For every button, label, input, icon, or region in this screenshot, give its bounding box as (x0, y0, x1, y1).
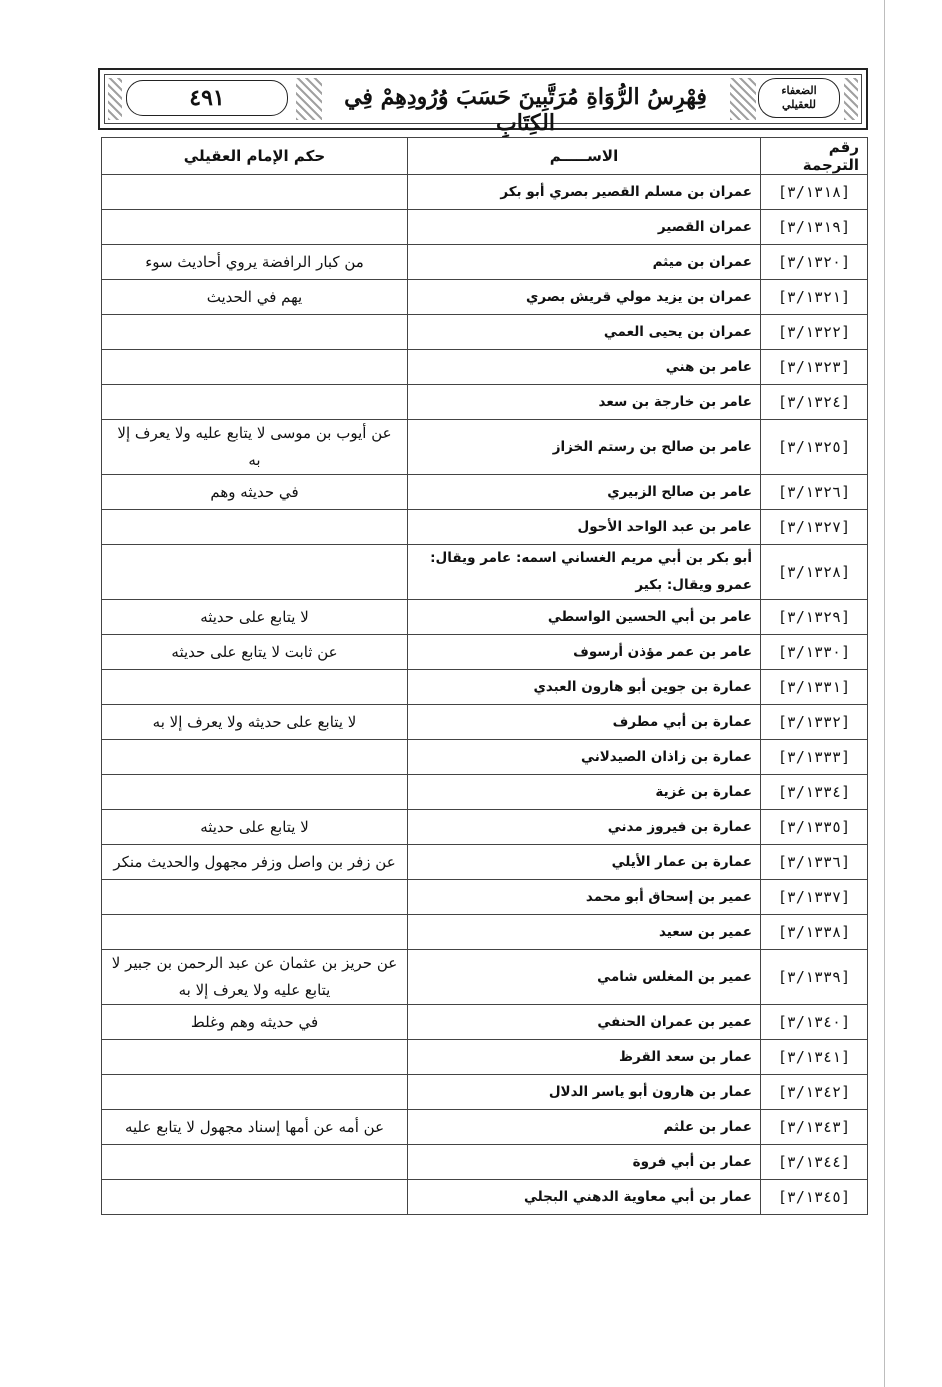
table-row (102, 1075, 868, 1110)
entry-number: [٣/١٣٢٨] (761, 545, 868, 600)
narrators-table (101, 137, 868, 1215)
ruling-text: في حديثه وهم وغلط (102, 1005, 408, 1040)
table-row (102, 810, 868, 845)
ruling-text (102, 175, 408, 210)
table-row (102, 245, 868, 280)
table-row (102, 740, 868, 775)
narrators-table-container (101, 137, 867, 1215)
header-name: الاســـــم (408, 138, 761, 175)
narrator-name: عامر بن هني (408, 350, 761, 385)
narrator-name: عمير بن عمران الحنفي (408, 1005, 761, 1040)
ruling-text: في حديثه وهم (102, 475, 408, 510)
entry-number: [٣/١٣٣٠] (761, 635, 868, 670)
entry-number: [٣/١٣٢٤] (761, 385, 868, 420)
table-row (102, 210, 868, 245)
ruling-text (102, 315, 408, 350)
table-row (102, 915, 868, 950)
header-ruling: حكم الإمام العقيلي (102, 138, 408, 175)
entry-number: [٣/١٣٤٠] (761, 1005, 868, 1040)
narrator-name: عمار بن هارون أبو ياسر الدلال (408, 1075, 761, 1110)
ruling-text (102, 545, 408, 600)
entry-number: [٣/١٣٣٩] (761, 950, 868, 1005)
page-title: فِهْرِسُ الرُّوَاةِ مُرَتَّبِينَ حَسَبَ وُرُودِهِمْ فِي الكِتَابِ (344, 84, 707, 136)
ruling-text (102, 740, 408, 775)
ruling-text: يهم في الحديث (102, 280, 408, 315)
ruling-text: من كبار الرافضة يروي أحاديث سوء (102, 245, 408, 280)
entry-number: [٣/١٣٣١] (761, 670, 868, 705)
table-row (102, 350, 868, 385)
ruling-text (102, 775, 408, 810)
table-row (102, 175, 868, 210)
narrator-name: عمير بن إسحاق أبو محمد (408, 880, 761, 915)
table-row (102, 775, 868, 810)
narrator-name: أبو بكر بن أبي مريم الغساني اسمه: عامر ويقال: عمرو ويقال: بكير (408, 545, 761, 600)
ruling-text: عن زفر بن واصل وزفر مجهول والحديث منكر (102, 845, 408, 880)
table-row (102, 280, 868, 315)
ornament-border-right (844, 78, 858, 120)
ruling-text (102, 385, 408, 420)
narrator-name: عامر بن عمر مؤذن أرسوف (408, 635, 761, 670)
ruling-text (102, 210, 408, 245)
entry-number: [٣/١٣٣٨] (761, 915, 868, 950)
ruling-text: عن أمه عن أمها إسناد مجهول لا يتابع عليه (102, 1110, 408, 1145)
narrator-name: عامر بن صالح بن رستم الخزاز (408, 420, 761, 475)
entry-number: [٣/١٣٤٤] (761, 1145, 868, 1180)
entry-number: [٣/١٣٤٣] (761, 1110, 868, 1145)
ruling-text (102, 670, 408, 705)
page-edge-rule (884, 0, 885, 1387)
ruling-text: لا يتابع على حديثه (102, 810, 408, 845)
narrator-name: عمارة بن عمار الأيلي (408, 845, 761, 880)
ruling-text (102, 510, 408, 545)
ruling-text (102, 1040, 408, 1075)
table-row (102, 1145, 868, 1180)
page-header (98, 68, 868, 136)
table-row (102, 1180, 868, 1215)
entry-number: [٣/١٣٢٦] (761, 475, 868, 510)
narrator-name: عمار بن سعد القرظ (408, 1040, 761, 1075)
entry-number: [٣/١٣٢٢] (761, 315, 868, 350)
table-row (102, 845, 868, 880)
table-row (102, 545, 868, 600)
entry-number: [٣/١٣٤١] (761, 1040, 868, 1075)
narrator-name: عمار بن أبي معاوية الدهني البجلي (408, 1180, 761, 1215)
entry-number: [٣/١٣٣٦] (761, 845, 868, 880)
table-row (102, 510, 868, 545)
table-row (102, 705, 868, 740)
table-row (102, 1040, 868, 1075)
narrator-name: عامر بن عبد الواحد الأحول (408, 510, 761, 545)
ornament-divider-left (296, 78, 322, 120)
entry-number: [٣/١٣٣٤] (761, 775, 868, 810)
entry-number: [٣/١٣٢٧] (761, 510, 868, 545)
ornament-border-left (108, 78, 122, 120)
table-row (102, 880, 868, 915)
table-row (102, 1110, 868, 1145)
ruling-text: عن ثابت لا يتابع على حديثه (102, 635, 408, 670)
table-row (102, 385, 868, 420)
entry-number: [٣/١٣٣٥] (761, 810, 868, 845)
entry-number: [٣/١٣٣٧] (761, 880, 868, 915)
narrator-name: عامر بن خارجة بن سعد (408, 385, 761, 420)
table-row (102, 600, 868, 635)
narrator-name: عمارة بن غزية (408, 775, 761, 810)
ruling-text (102, 915, 408, 950)
ruling-text: عن حريز بن عثمان عن عبد الرحمن بن جبير لا يتابع عليه ولا يعرف إلا به (102, 950, 408, 1005)
ruling-text (102, 1075, 408, 1110)
entry-number: [٣/١٣١٩] (761, 210, 868, 245)
ruling-text: لا يتابع على حديثه (102, 600, 408, 635)
entry-number: [٣/١٣٢١] (761, 280, 868, 315)
table-row (102, 315, 868, 350)
entry-number: [٣/١٣٢٠] (761, 245, 868, 280)
ruling-text: عن أيوب بن موسى لا يتابع عليه ولا يعرف إلا به (102, 420, 408, 475)
narrator-name: عمار بن أبي فروة (408, 1145, 761, 1180)
ruling-text (102, 1180, 408, 1215)
narrator-name: عمار بن علثم (408, 1110, 761, 1145)
entry-number: [٣/١٣٣٢] (761, 705, 868, 740)
narrator-name: عمران القصير (408, 210, 761, 245)
narrator-name: عامر بن أبي الحسين الواسطي (408, 600, 761, 635)
narrator-name: عمارة بن فيروز مدني (408, 810, 761, 845)
narrator-name: عمران بن مسلم القصير بصري أبو بكر (408, 175, 761, 210)
entry-number: [٣/١٣٤٥] (761, 1180, 868, 1215)
entry-number: [٣/١٣٢٣] (761, 350, 868, 385)
book-seal (758, 78, 840, 118)
narrator-name: عمارة بن جوين أبو هارون العبدي (408, 670, 761, 705)
ruling-text (102, 350, 408, 385)
narrator-name: عمران بن ميثم (408, 245, 761, 280)
seal-line-2: للعقيلي (782, 98, 816, 111)
entry-number: [٣/١٣١٨] (761, 175, 868, 210)
narrator-name: عمير بن المغلس شامي (408, 950, 761, 1005)
entry-number: [٣/١٣٤٢] (761, 1075, 868, 1110)
narrator-name: عمارة بن زاذان الصيدلاني (408, 740, 761, 775)
table-row (102, 475, 868, 510)
ruling-text: لا يتابع على حديثه ولا يعرف إلا به (102, 705, 408, 740)
entry-number: [٣/١٣٢٥] (761, 420, 868, 475)
table-row (102, 670, 868, 705)
page-number: ٤٩١ (126, 80, 288, 116)
table-row (102, 1005, 868, 1040)
ornament-divider-right (730, 78, 756, 120)
table-row (102, 635, 868, 670)
narrator-name: عمير بن سعيد (408, 915, 761, 950)
entry-number: [٣/١٣٢٩] (761, 600, 868, 635)
table-row (102, 950, 868, 1005)
header-number: رقم الترجمة (761, 138, 868, 175)
narrator-name: عامر بن صالح الزبيري (408, 475, 761, 510)
table-header-row (102, 138, 868, 175)
table-row (102, 420, 868, 475)
ruling-text (102, 880, 408, 915)
seal-line-1: الضعفاء (781, 84, 817, 97)
narrator-name: عمران بن يحيى العمي (408, 315, 761, 350)
narrator-name: عمارة بن أبي مطرف (408, 705, 761, 740)
entry-number: [٣/١٣٣٣] (761, 740, 868, 775)
narrator-name: عمران بن يزيد مولي قريش بصري (408, 280, 761, 315)
ruling-text (102, 1145, 408, 1180)
